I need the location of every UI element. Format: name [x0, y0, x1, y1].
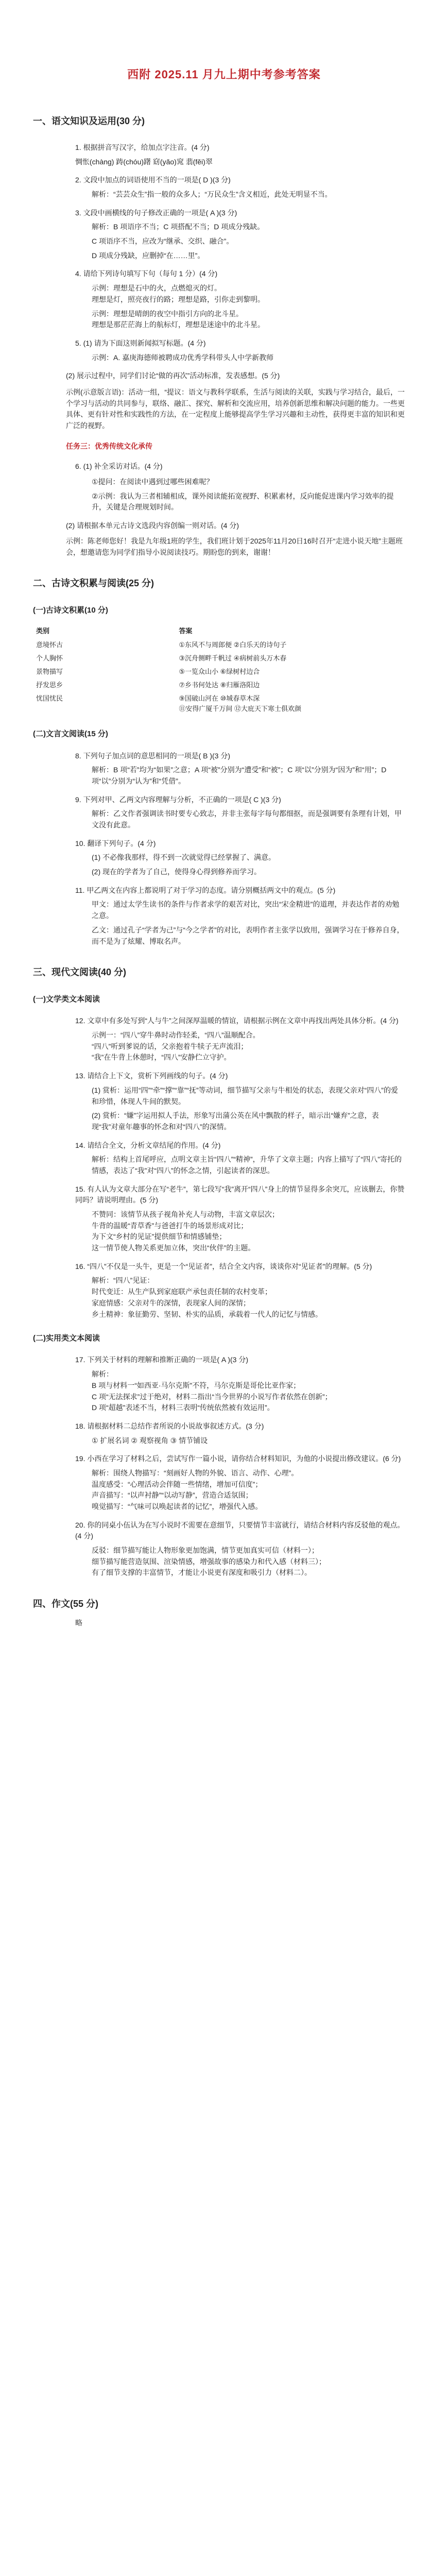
- table-cell: ⑨国破山河在 ⑩城春草木深 ⑪安得广厦千万间 ⑫大庇天下寒士俱欢颜: [179, 694, 302, 713]
- answer-11-b: 乙文：通过孔子“学者为己”与“今之学者”的对比，表明作者主张学以致用，强调学习在于修养自身，而不是为了炫耀、博取名声。: [92, 925, 404, 945]
- question-12: 12. 文章中有多处写到“人与牛”之间深厚温暖的情谊，请根据示例在文章中再找出两处具体分析。(4 分): [75, 1016, 399, 1025]
- section-3-heading: 三、现代文阅读(40 分): [33, 967, 127, 978]
- answer-19-b: 温度感受：“心理活动会伴随一些情绪，增加可信度”；: [92, 1480, 263, 1488]
- answer-17-c: C 项“无法探求”过于绝对，材料二指出“当今世界的小说写作者依然在创新”；: [92, 1392, 332, 1401]
- question-6: (2) 展示过程中，同学们讨论“做的再次”活动标准，发表感想。(5 分): [66, 371, 280, 380]
- section-2-sub-2: (二)文言文阅读(15 分): [33, 730, 108, 739]
- question-20: 20. 你的同桌小伍认为在写小说时不需要在意细节，只要情节丰富就行，请结合材料内容反驳他的观点。(4 分): [75, 1520, 405, 1540]
- answer-7-a: ①提问：在阅读中遇到过哪些困难呢？: [92, 478, 214, 486]
- question-18: 18. 请根据材料二总结作者所说的小说故事叙述方式。(3 分): [75, 1421, 264, 1430]
- table-row: [33, 679, 409, 692]
- answer-12-c: “我”在牛背上休憩时，“四八”安静伫立守护。: [92, 1053, 231, 1062]
- answer-17-a: 解析：: [92, 1370, 113, 1379]
- answer-11-a: 甲文：通过太学生读书的条件与作者求学的艰苦对比，突出“宋金精进”的道理，并表达作者的劝勉之意。: [92, 900, 400, 920]
- question-14: 14. 请结合全文，分析文章结尾的作用。(4 分): [75, 1141, 221, 1149]
- table-cell: 个人胸怀: [36, 654, 63, 662]
- task-3-label: 任务三：优秀传统文化承传: [66, 442, 152, 450]
- question-13: 13. 请结合上下文，赏析下列画线的句子。(4 分): [75, 1072, 228, 1080]
- answer-3-a: 解析：B 项语序不当；C 项搭配不当；D 项成分残缺。: [92, 223, 265, 231]
- question-7: 6. (1) 补全采访对话。(4 分): [75, 462, 163, 471]
- answer-16-d: 乡土精神：象征勤劳、坚韧、朴实的品质，承载着一代人的记忆与情感。: [92, 1310, 322, 1318]
- answer-15-d: 这一情节使人物关系更加立体，突出“伙伴”的主题。: [92, 1244, 255, 1252]
- answer-19-c: 声音描写：“以声衬静”“以动写静”，营造合适氛围；: [92, 1491, 253, 1500]
- table-row: [33, 638, 409, 652]
- answer-17-b: B 项与材料一“如西亚·马尔克斯”不符，马尔克斯是哥伦比亚作家；: [92, 1381, 301, 1389]
- answer-15-a: 不赞同：该情节从孩子视角补充人与动物，丰富文章层次；: [92, 1210, 279, 1218]
- answer-7-b: ②示例：我认为三者相辅相成，课外阅读能拓宽视野、积累素材，反向能促进课内学习效率的提升，关键是合理规划时间。: [92, 492, 394, 512]
- table-cell: ⑦乡书何处达 ⑧归雁洛阳边: [179, 681, 260, 689]
- section-3-sub-2: (二)实用类文本阅读: [33, 1334, 100, 1343]
- section-4-heading: 四、作文(55 分): [33, 1599, 99, 1609]
- answer-3-b: C 项语序不当，应改为“继承、交织、融合”。: [92, 237, 234, 246]
- page-title: 西附 2025.11 月九上期中考参考答案: [127, 68, 321, 81]
- answer-4-a: 示例：理想是石中的火，点燃熄灭的灯。: [92, 284, 221, 293]
- answer-18: ① 扩展名词 ② 观察视角 ③ 情节铺设: [92, 1436, 208, 1445]
- answer-1: 惆怅(chàng) 踌(chóu)躇 窈(yǎo)窕 翡(fěi)翠: [75, 157, 213, 166]
- answer-8: 解析：B 项“若”均为“如果”之意；A 项“被”分别为“遭受”和“被”；C 项“以”分别为“因为”和“用”；D 项“以”分别为“认为”和“凭借”。: [92, 766, 387, 785]
- question-19: 19. 小西在学习了材料之后，尝试写作一篇小说，请你结合材料知识，为他的小说提出修改建议。(6 分): [75, 1454, 401, 1463]
- answer-9: 解析：乙文作者强调读书时要专心致志，并非主张每字每句都细抠，而是强调要有条理有计划，甲文没有此意。: [92, 809, 402, 829]
- table-row: [33, 665, 409, 679]
- essay-note: 略: [75, 1619, 82, 1628]
- answer-10-b: (2) 现在的学者为了自己，使得身心得到修养而学习。: [92, 868, 261, 876]
- question-3: 3. 文段中画横线的句子修改正确的一项是( A )(3 分): [75, 208, 237, 217]
- section-3-sub-1: (一)文学类文本阅读: [33, 995, 100, 1004]
- answer-12-b: “四八”听到爹说的话，父亲抱着牛犊子无声流泪；: [92, 1042, 248, 1050]
- section-2-sub-1: (一)古诗文积累(10 分): [33, 606, 108, 615]
- answer-20-b: 细节描写能营造氛围、渲染情感，增强故事的感染力和代入感（材料三）；: [92, 1557, 326, 1566]
- answer-4-c: 示例：理想是晴朗的夜空中指引方向的北斗星。: [92, 309, 243, 318]
- answer-4-b: 理想是灯，照亮夜行的路；理想是路，引你走到黎明。: [92, 295, 265, 303]
- poetry-table: [33, 624, 409, 716]
- question-16: 16. “四八”不仅是一头牛，更是一个“见证者”，结合全文内容，谈谈你对“见证者”的理解。(5 分): [75, 1262, 372, 1270]
- answer-2: 解析：“芸芸众生”指一般的众多人；“万民众生”含义相近，此处无明显不当。: [92, 190, 332, 199]
- question-11: 11. 甲乙两文在内容上都说明了对于学习的态度。请分别概括两文中的观点。(5 分): [75, 886, 336, 894]
- table-cell: 意境怀古: [36, 640, 63, 649]
- table-cell: ③沉舟侧畔千帆过 ④病树前头万木春: [179, 654, 287, 662]
- answer-19-a: 解析：围绕人物描写：“刻画好人物的外貌、语言、动作、心理”。: [92, 1468, 299, 1477]
- answer-20-c: 有了细节支撑的丰富情节，才能让小说更有深度和吸引力（材料二）。: [92, 1568, 312, 1577]
- answer-13-b: (2) 赏析：“嫌”字运用拟人手法，形象写出蒲公英在风中飘散的样子，暗示出“嫌弃”之意，表现“我”对童年趣事的怀念和对“四八”的深情。: [92, 1111, 379, 1131]
- question-8: 8. 下列句子加点词的意思相同的一项是( B )(3 分): [75, 751, 231, 760]
- table-header-row: [33, 624, 409, 638]
- answer-19-d: 嗅觉描写：“气味可以唤起读者的记忆”，增强代入感。: [92, 1502, 263, 1511]
- table-cell: 抒发思乡: [36, 681, 63, 689]
- question-1: 1. 根据拼音写汉字，给加点字注音。(4 分): [75, 143, 210, 151]
- section-1-heading: 一、语文知识及运用(30 分): [33, 116, 145, 127]
- answer-16-a: 解析：“四八”见证：: [92, 1276, 154, 1285]
- column-header-category: 类别: [36, 627, 50, 635]
- answer-14: 解析：结构上首尾呼应，点明文章主旨“四八”“精神”，升华了文章主题；内容上描写了“四八”寄托的情感，表达了“我”对“四八”的怀念之情，引起读者的深思。: [92, 1155, 402, 1175]
- answer-10-a: (1) 不必像我那样，得不到一次就觉得已经掌握了、满意。: [92, 853, 275, 862]
- question-10: 10. 翻译下列句子。(4 分): [75, 839, 156, 848]
- answer-13-a: (1) 赏析：运用“四”“牵”“撑”“靠”“抚”等动词，细节描写父亲与牛相处的状态，表现父亲对“四八”的爱和珍惜，体现人牛间的默契。: [92, 1086, 398, 1106]
- answer-20-a: 反驳：细节描写能让人物形象更加饱满，情节更加真实可信（材料一）；: [92, 1546, 319, 1555]
- question-17: 17. 下列关于材料的理解和推断正确的一项是( A )(3 分): [75, 1355, 249, 1364]
- column-header-answer: 答案: [179, 627, 193, 635]
- answer-8-s1: 示例：陈老师您好！我是九年级1班的学生，我们班计划于2025年11月20日16时召开“走进小说天地”主题班会，想邀请您为同学们指导小说阅读技巧。期盼您的到来，谢谢！: [66, 536, 403, 556]
- answer-15-c: 为下文“乡村的见证”提供细节和情感铺垫；: [92, 1232, 227, 1241]
- table-cell: 景物描写: [36, 667, 63, 675]
- table-cell: ①东风不与周郎便 ②白乐天的诗句子: [179, 640, 287, 649]
- answer-16-b: 时代变迁：从生产队到家庭联产承包责任制的农村变革；: [92, 1287, 272, 1296]
- question-8-s1: (2) 请根据本单元古诗文选段内容创编一则对话。(4 分): [66, 521, 239, 530]
- table-row: [33, 652, 409, 665]
- answer-16-c: 家庭情感：父亲对牛的深情，表现家人间的深情；: [92, 1298, 250, 1307]
- answer-3-c: D 项成分残缺，应删掉“在……里”。: [92, 251, 205, 260]
- question-15: 15. 有人认为文章大部分在写“老牛”，第七段写“我”离开“四八”身上的情节显得多余突兀，应该删去，你赞同吗？请说明理由。(5 分): [75, 1184, 405, 1205]
- table-cell: 忧国忧民: [36, 694, 63, 703]
- table-row: [33, 692, 409, 716]
- table-cell: ⑤一览众山小 ⑥绿树村边合: [179, 667, 260, 675]
- answer-17-d: D 项“超越”表述不当，材料三表明“传统依然被有效运用”。: [92, 1403, 274, 1412]
- answer-15-b: 牛背的温暖“青草香”与爸爸打牛的场景形成对比；: [92, 1221, 248, 1230]
- answer-4-d: 理想是那茫茫海上的航标灯，理想是迷途中的北斗星。: [92, 320, 265, 329]
- answer-12-a: 示例一：“四八”穿牛鼻时动作轻柔，“四八”温顺配合。: [92, 1031, 260, 1040]
- answer-6: 示例(示意版言语)：活动一组，“提议：语文与教科学联系，生活与阅读的关联，实践与学习结合，最后，一个学习与活动的共同参与，联络、融汇、探究、解析和交流应用，培养创新思维和解决问题的能力。一些更具体、更有针对性和实践性的方法，在一定程度上能够提高学生学习兴趣和主动性，获得更丰富的知识和更广泛的视野。: [66, 387, 405, 430]
- question-5: 5. (1) 请为下面这则新闻拟写标题。(4 分): [75, 338, 206, 347]
- section-2-heading: 二、古诗文积累与阅读(25 分): [33, 578, 154, 589]
- question-2: 2. 文段中加点的词语使用不当的一项是( D )(3 分): [75, 176, 231, 184]
- question-9: 9. 下列对甲、乙两文内容理解与分析，不正确的一项是( C )(3 分): [75, 795, 281, 804]
- answer-5: 示例：A. 嘉庚海德师被聘成功优秀学科带头人中学新教师: [92, 353, 274, 362]
- question-4: 4. 请给下列诗句填写下句（每句 1 分）(4 分): [75, 269, 218, 278]
